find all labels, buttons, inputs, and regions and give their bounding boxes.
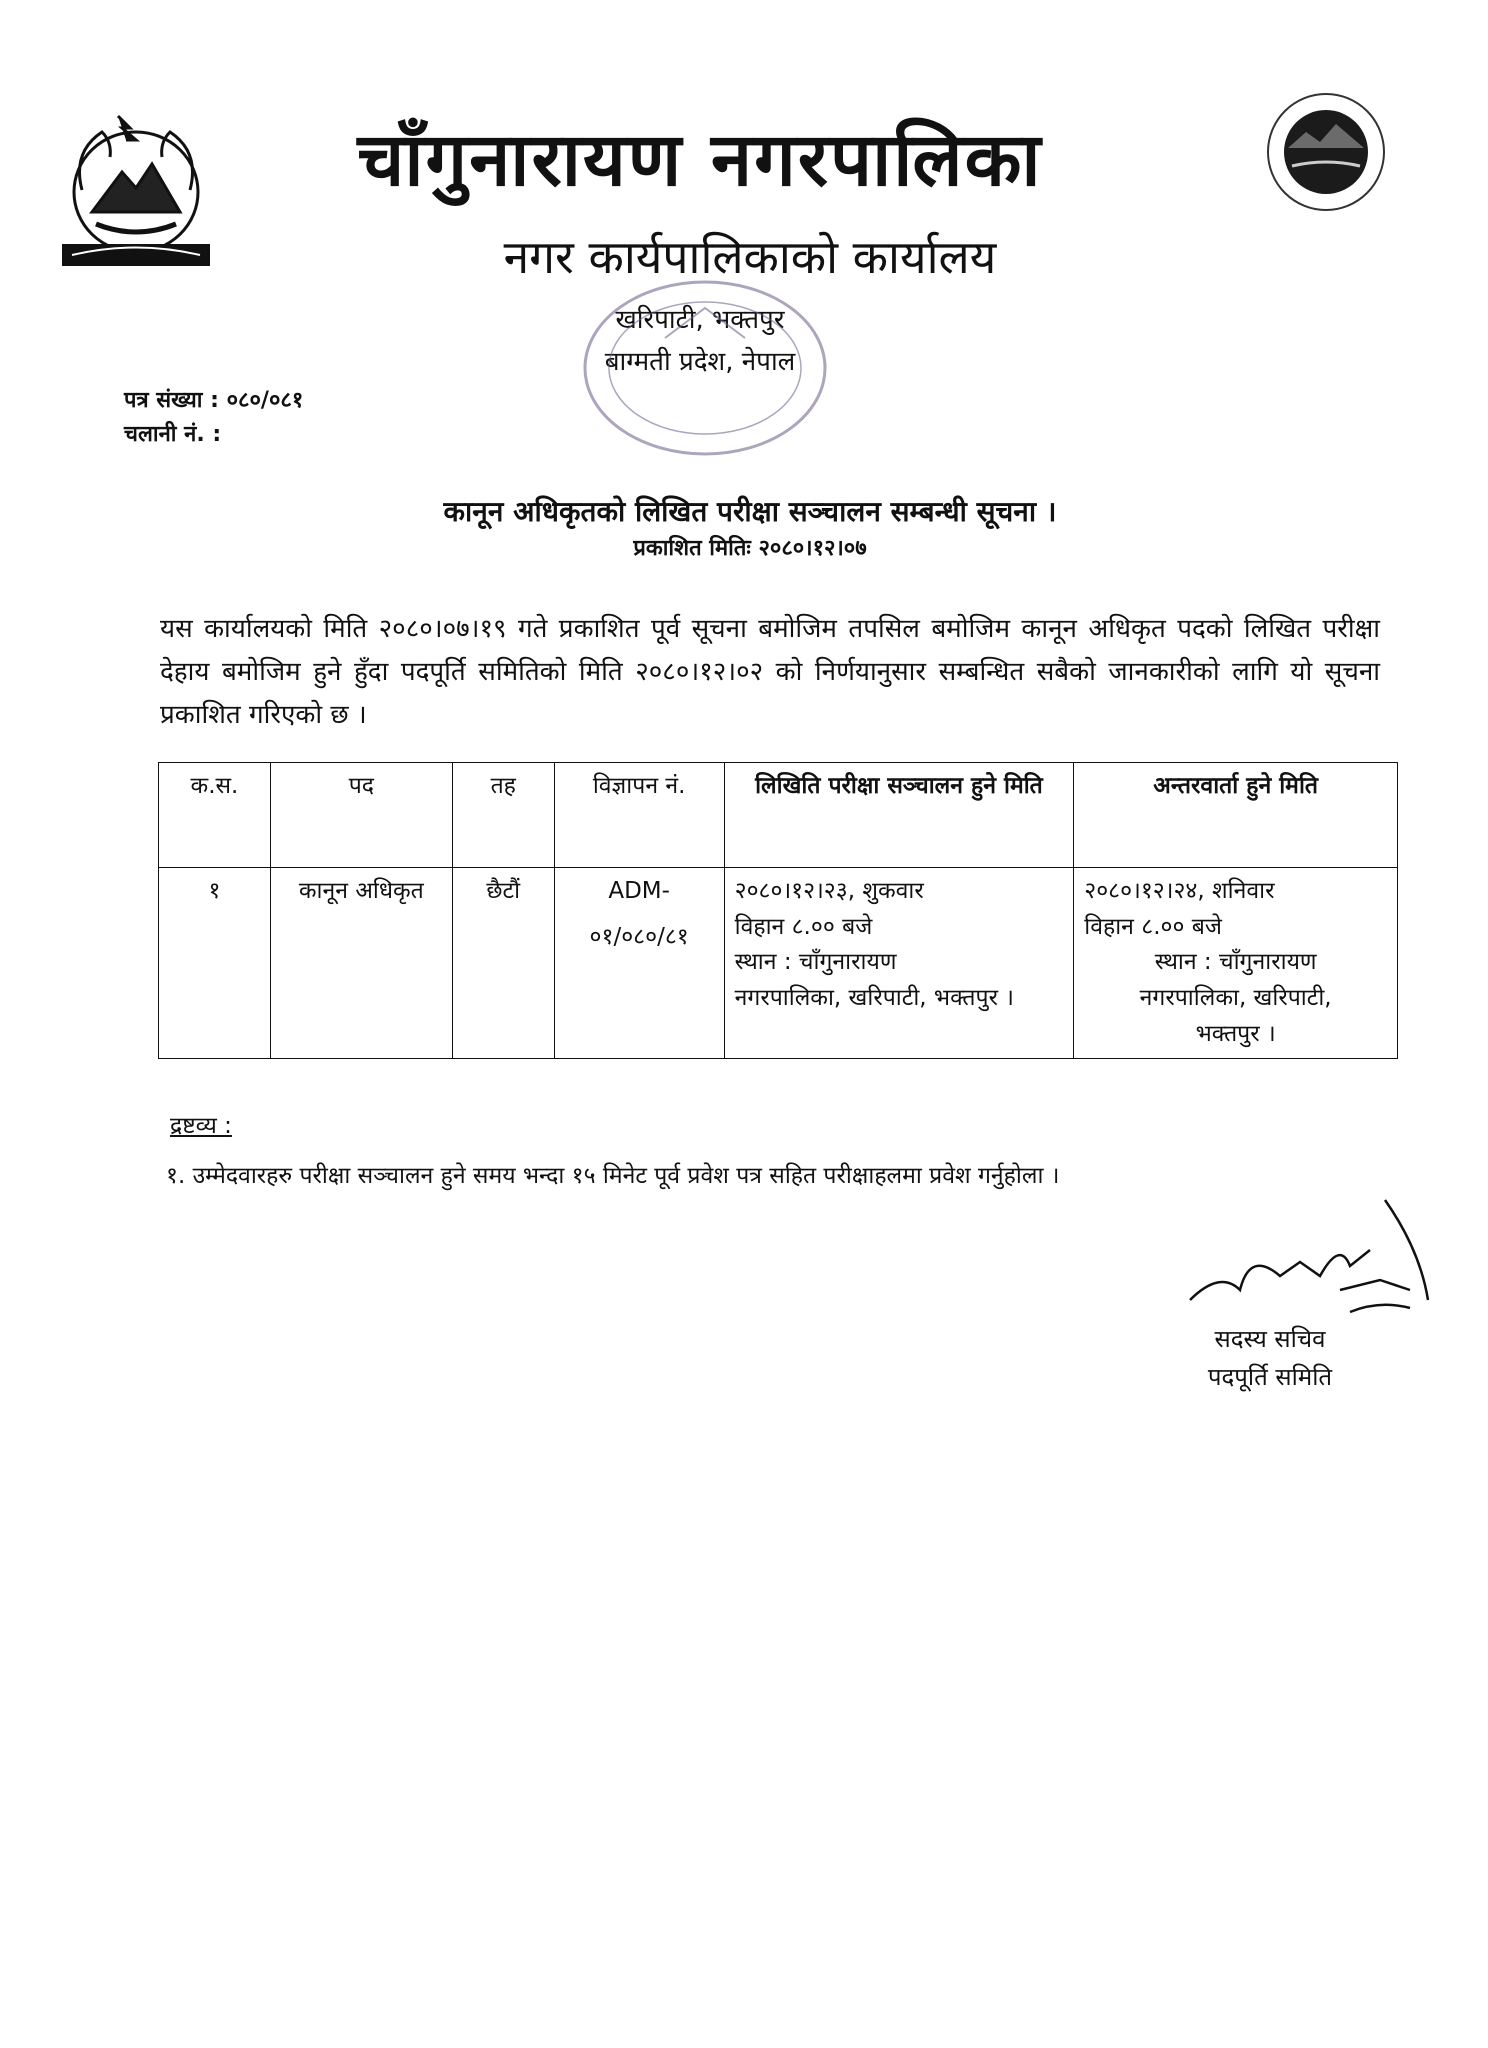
ad-no-line-1: ADM- <box>608 878 670 904</box>
nepal-emblem-icon <box>52 112 220 270</box>
col-header-post: पद <box>270 763 452 868</box>
col-header-sn: क.स. <box>159 763 271 868</box>
notes-heading: द्रष्टव्य : <box>170 1113 232 1139</box>
handwritten-signature <box>1180 1180 1430 1340</box>
interview-line-2: विहान ८.०० बजे <box>1084 913 1222 940</box>
notice-title: कानून अधिकृतको लिखित परीक्षा सञ्चालन सम्बन्धी सूचना । <box>443 495 1057 528</box>
exam-date-line-2: विहान ८.०० बजे <box>734 913 873 940</box>
table-header-row <box>159 763 1398 868</box>
col-header-ad-no: विज्ञापन नं. <box>554 763 724 868</box>
municipality-logo-icon <box>1262 88 1390 216</box>
page-title: चाँगुनारायण नगरपालिका <box>357 117 1043 203</box>
col-header-level: तह <box>452 763 554 868</box>
col-header-exam-date: लिखिति परीक्षा सञ्चालन हुने मिति <box>724 763 1074 868</box>
office-stamp-icon <box>570 268 840 468</box>
cell-level: छैटौं <box>452 868 554 1059</box>
interview-line-5: भक्तपुर । <box>1195 1020 1276 1047</box>
cell-post: कानून अधिकृत <box>270 868 452 1059</box>
interview-line-3: स्थान : चाँगुनारायण <box>1154 949 1317 976</box>
ad-no-line-2: ०१/०८०/८१ <box>589 923 689 950</box>
cell-sn: १ <box>159 868 271 1059</box>
dispatch-number: चलानी नं. : <box>124 422 222 447</box>
address-line-1: खरिपाटी, भक्तपुर <box>615 305 785 335</box>
exam-date-line-3: स्थान : चाँगुनारायण <box>734 949 897 976</box>
notice-body: यस कार्यालयको मिति २०८०।०७।१९ गते प्रकाशित पूर्व सूचना बमोजिम तपसिल बमोजिम कानून अधिकृत पदको लिखित परीक्षा देहाय बमोजिम हुने हुँदा पदपूर्ति समितिको मिति २०८०।१२।०२ को निर्णयानुसार सम्बन्धित सबैको जानकारीको लागि यो सूचना प्रकाशित गरिएको छ । <box>160 614 1380 730</box>
note-item-1: १. उम्मेदवारहरु परीक्षा सञ्चालन हुने समय भन्दा १५ मिनेट पूर्व प्रवेश पत्र सहित परीक्षाहलमा प्रवेश गर्नुहोला । <box>166 1163 1060 1189</box>
letter-number: पत्र संख्या : ०८०/०८१ <box>124 388 304 413</box>
interview-line-1: २०८०।१२।२४, शनिवार <box>1084 878 1275 904</box>
address-line-2: बाग्मती प्रदेश, नेपाल <box>604 347 796 377</box>
published-date: प्रकाशित मितिः २०८०।१२।०७ <box>633 536 867 561</box>
office-name: नगर कार्यपालिकाको कार्यालय <box>503 230 997 284</box>
cell-ad-no <box>554 868 724 1059</box>
table-row <box>159 868 1398 1059</box>
exam-schedule-table <box>158 762 1398 1059</box>
col-header-interview-date: अन्तरवार्ता हुने मिति <box>1074 763 1398 868</box>
exam-date-line-1: २०८०।१२।२३, शुकवार <box>734 878 924 904</box>
cell-exam-date <box>724 868 1074 1059</box>
signatory-committee: पदपूर्ति समिति <box>1207 1363 1333 1391</box>
exam-date-line-4: नगरपालिका, खरिपाटी, भक्तपुर । <box>734 984 1015 1011</box>
interview-line-4: नगरपालिका, खरिपाटी, <box>1139 984 1332 1011</box>
cell-interview-date <box>1074 868 1398 1059</box>
signatory-role: सदस्य सचिव <box>1214 1325 1326 1353</box>
